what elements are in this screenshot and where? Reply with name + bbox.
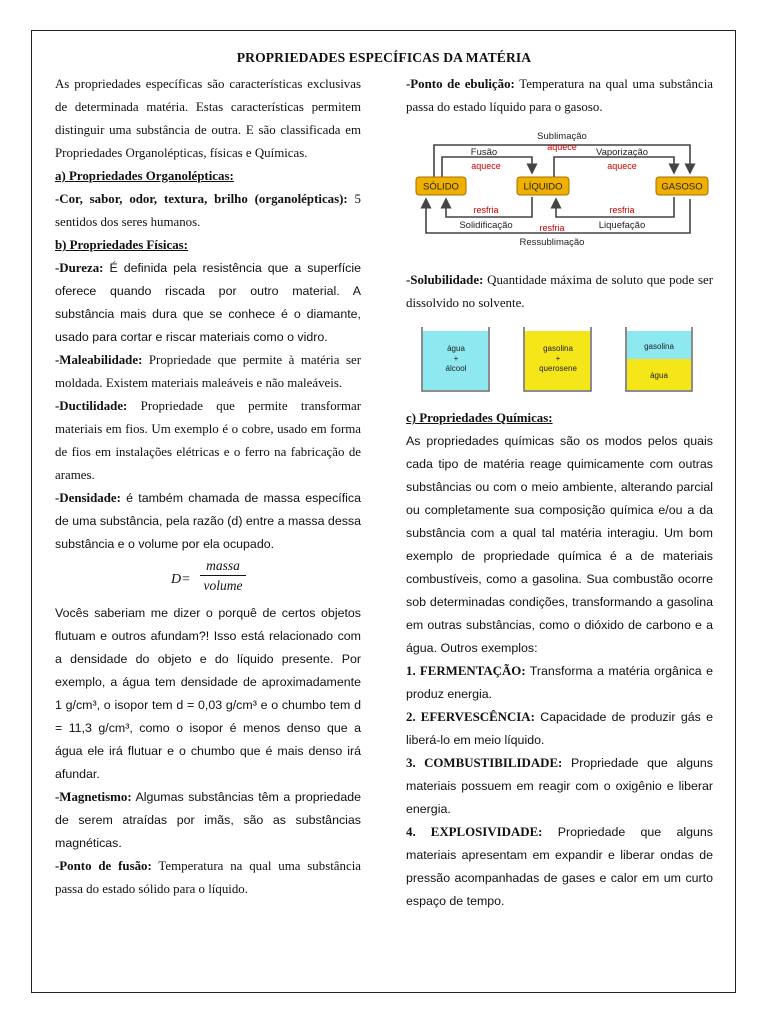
- solubility-paragraph: [406, 269, 713, 315]
- physical-heading: b) Propriedades Físicas:: [55, 238, 188, 252]
- hardness-label: -Dureza:: [55, 261, 104, 275]
- item-2-text: Capacidade de produzir gás e liberá-lo em meio líquido.: [406, 710, 713, 747]
- melting-heat-label: aquece: [471, 161, 501, 171]
- item-2-label: 2. EFERVESCÊNCIA:: [406, 710, 535, 724]
- magnetism-paragraph: [55, 786, 361, 855]
- beaker-1-line3: álcool: [445, 364, 467, 373]
- density-explanation: Vocês saberiam me dizer o porquê de certos objetos flutuam e outros afundam?! Isso está relacionado com a densidade do objeto e do líquido presente. Por exemplo, a água tem densidade de aproximadamente 1 g/cm³, o isopor tem d = 0,03 g/cm³ e o chumbo tem d = 11,3 g/cm³, como o isopor é menos denso que a água ele irá flutuar e o chumbo que é mais denso irá afundar.: [55, 606, 361, 781]
- formula-lhs: D=: [171, 572, 191, 587]
- hardness-paragraph: [55, 257, 361, 349]
- item-3-label: 3. COMBUSTIBILIDADE:: [406, 756, 563, 770]
- organoleptic-paragraph: [55, 188, 361, 234]
- beaker-3-bottom-label: água: [650, 371, 668, 380]
- vaporization-heat-label: aquece: [607, 161, 637, 171]
- density-text: é também chamada de massa específica de uma substância, pela razão (d) entre a massa dessa substância e o volume por ela ocupado.: [55, 491, 361, 551]
- melting-point-label: -Ponto de fusão:: [55, 859, 152, 873]
- resublimation-label: Ressublimação: [519, 237, 585, 248]
- liquid-label: LÍQUIDO: [523, 181, 563, 193]
- solubility-beakers: [406, 315, 713, 407]
- magnetism-text: Algumas substâncias têm a propriedade de serem atraídas por imãs, são as substâncias magnéticas.: [55, 790, 361, 850]
- liquefaction-cool-label: resfria: [609, 205, 635, 215]
- liquefaction-label: Liquefação: [598, 220, 646, 231]
- vaporization-label: Vaporização: [595, 147, 649, 158]
- item-1: [406, 660, 713, 706]
- item-4-text: Propriedade que alguns materiais apresentam em expandir e liberar ondas de pressão acompanhadas de gases e calor em um curto espaço de tempo.: [406, 825, 713, 908]
- item-2: [406, 706, 713, 752]
- beaker-2-line2: +: [555, 354, 561, 363]
- solid-label: SÓLIDO: [423, 181, 459, 193]
- ductility-label: -Ductilidade:: [55, 399, 128, 413]
- ductility-paragraph: [55, 395, 361, 487]
- melting-point-paragraph: [55, 855, 361, 901]
- left-column: [55, 73, 361, 901]
- organoleptic-label: -Cor, sabor, odor, textura, brilho (organolépticas):: [55, 192, 348, 206]
- formula-denominator: volume: [203, 578, 243, 593]
- density-paragraph: [55, 487, 361, 556]
- chemical-heading: c) Propriedades Químicas:: [406, 411, 553, 425]
- formula-numerator: massa: [200, 557, 246, 576]
- melting-label: Fusão: [470, 147, 498, 158]
- density-label: -Densidade:: [55, 491, 121, 505]
- boiling-point-label: -Ponto de ebulição:: [406, 77, 515, 91]
- state-change-diagram: [406, 119, 713, 269]
- item-3-text: Propriedade que alguns materiais possuem em reagir com o oxigênio e liberar energia.: [406, 756, 713, 816]
- boiling-point-text: Temperatura na qual uma substância passa do estado líquido para o gasoso.: [406, 77, 714, 114]
- page-title: PROPRIEDADES ESPECÍFICAS DA MATÉRIA: [236, 50, 532, 65]
- ductility-text: Propriedade que permite transformar materiais em fios. Um exemplo é o cobre, usado em forma de fios em instalações elétricas e o ferro na fabricação de arames.: [55, 399, 361, 482]
- beaker-3-top-label: gasolina: [644, 342, 674, 351]
- beaker-1-line1: água: [447, 344, 465, 353]
- malleability-text: Propriedade que permite à matéria ser moldada. Existem materiais maleáveis e não maleáveis.: [55, 353, 361, 390]
- solidification-cool-label: resfria: [473, 205, 499, 215]
- organoleptic-text: 5 sentidos dos seres humanos.: [55, 192, 362, 229]
- intro-paragraph: As propriedades específicas são características exclusivas de determinada matéria. Estas características permitem distinguir uma substância de outra. E são classificada em Propriedades Organolépticas, físicas e Químicas.: [55, 77, 361, 160]
- resublimation-cool-label: resfria: [539, 223, 565, 233]
- item-4-label: 4. EXPLOSIVIDADE:: [406, 825, 543, 839]
- formula-fraction: [200, 557, 246, 594]
- right-column: [406, 73, 713, 913]
- melting-point-text: Temperatura na qual uma substância passa do estado sólido para o líquido.: [55, 859, 361, 896]
- magnetism-label: -Magnetismo:: [55, 790, 132, 804]
- hardness-text: É definida pela resistência que a superfície oferece quando riscada por outro material. A substância mais dura que se conhece é o diamante, usado para cortar e riscar materiais como o vidro.: [55, 261, 361, 344]
- gas-label: GASOSO: [661, 181, 703, 193]
- solubility-text: Quantidade máxima de soluto que pode ser dissolvido no solvente.: [406, 273, 713, 310]
- density-formula: [55, 556, 361, 602]
- beaker-1-line2: +: [453, 354, 459, 363]
- boiling-point-paragraph: [406, 73, 713, 119]
- solidification-label: Solidificação: [459, 220, 513, 231]
- item-4: [406, 821, 713, 913]
- item-1-text: Transforma a matéria orgânica e produz energia.: [406, 664, 713, 701]
- solubility-label: -Solubilidade:: [406, 273, 484, 287]
- organoleptic-heading: a) Propriedades Organolépticas:: [55, 169, 234, 183]
- item-1-label: 1. FERMENTAÇÃO:: [406, 664, 526, 678]
- chemical-intro: As propriedades químicas são os modos pelos quais cada tipo de matéria reage quimicamente com outras substâncias ou com o meio ambiente, alterando parcial ou completamente sua composição química e/ou a da substância com a qual tal matéria interagiu. Um bom exemplo de propriedade química é a de materiais combustíveis, como a gasolina. Sua combustão ocorre sob determinadas condições, transformando a gasolina em outras substâncias, como o dióxido de carbono e a água. Outros exemplos:: [406, 434, 713, 655]
- item-3: [406, 752, 713, 821]
- malleability-paragraph: [55, 349, 361, 395]
- beaker-2-line3: querosene: [539, 364, 577, 373]
- malleability-label: -Maleabilidade:: [55, 353, 143, 367]
- sublimation-heat-label: aquece: [547, 142, 577, 152]
- sublimation-label: Sublimação: [537, 131, 587, 142]
- beaker-2-line1: gasolina: [543, 344, 573, 353]
